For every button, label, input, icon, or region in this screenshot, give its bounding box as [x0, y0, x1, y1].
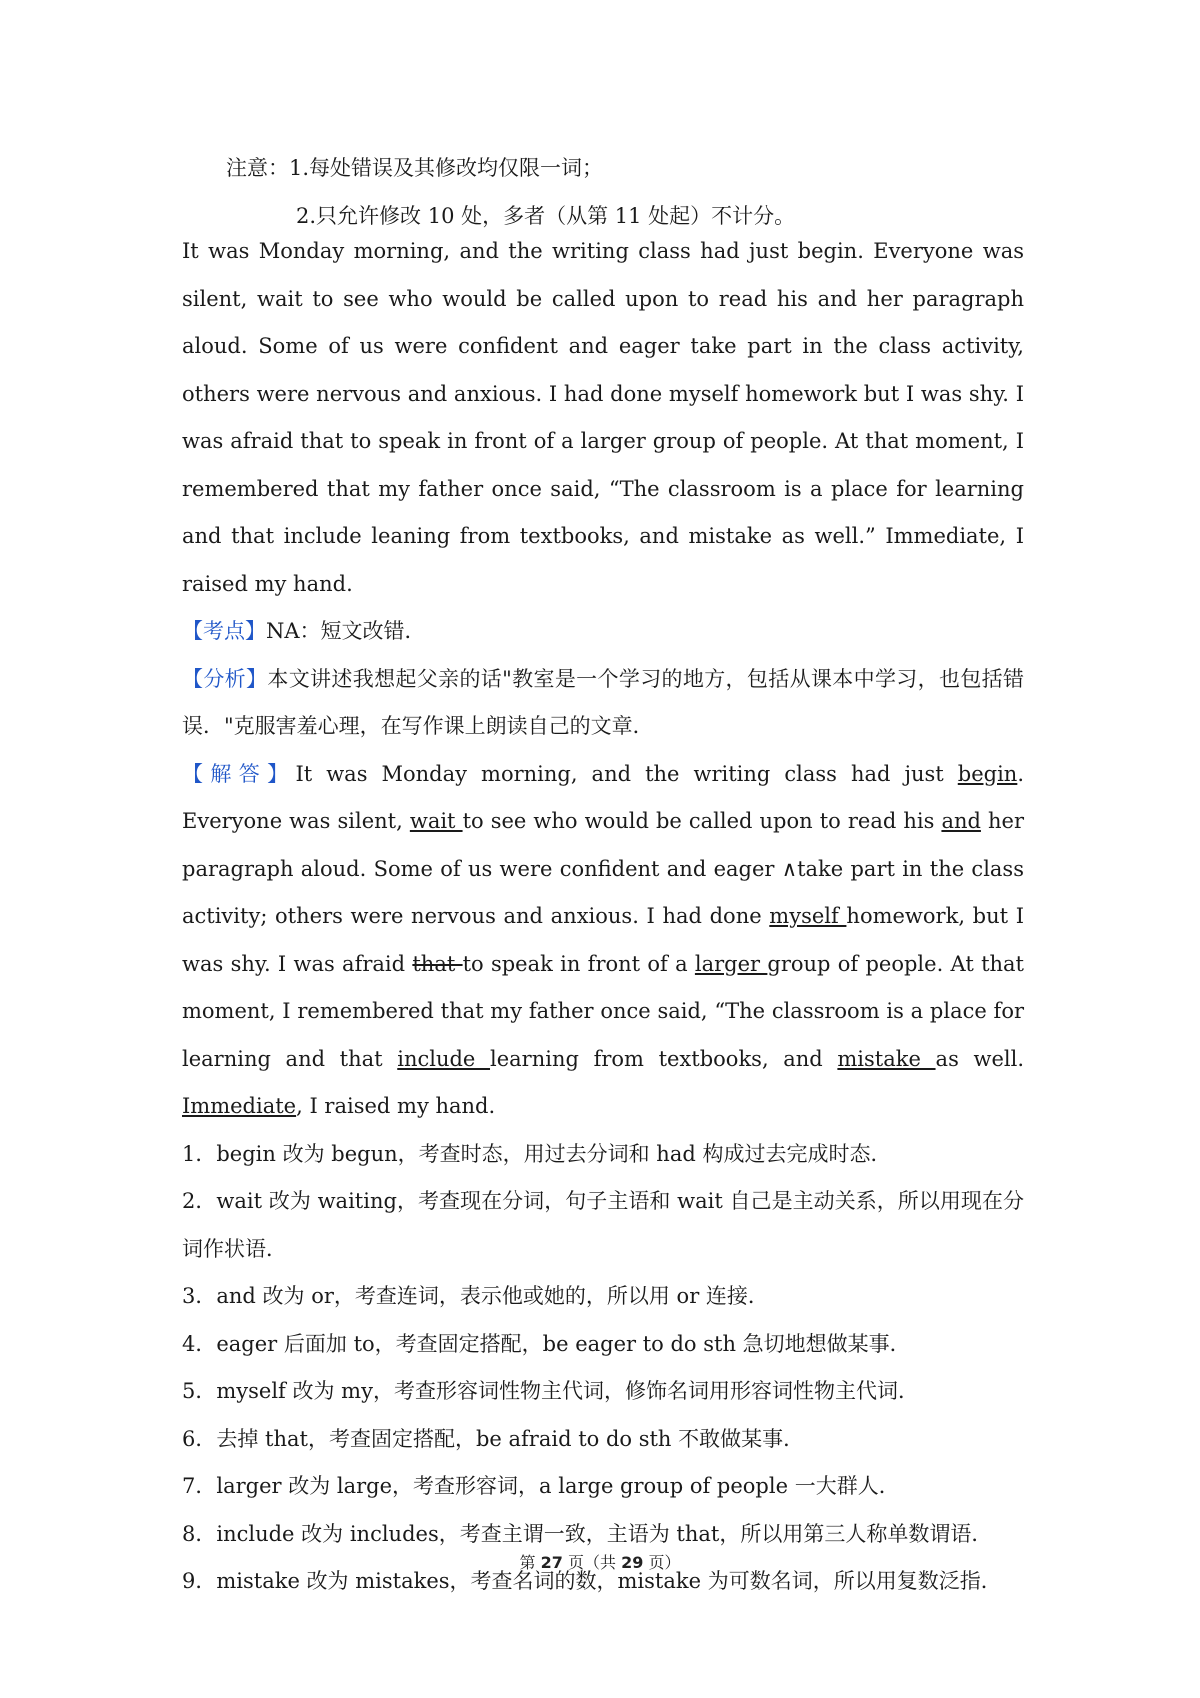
answer-item-7: 7．larger 改为 large，考查形容词，a large group of people 一大群人． — [182, 1474, 900, 1498]
answer-text: learning from textbooks, and — [490, 1046, 838, 1071]
footer-middle: 页（共 — [562, 1553, 622, 1572]
fenxi-paragraph — [182, 656, 1024, 751]
answer-text: homework, but I was shy. I was afraid — [182, 904, 1024, 976]
error-begin: begin — [957, 761, 1018, 786]
error-that: that — [412, 951, 463, 976]
kaodian-text: NA：短文改错． — [266, 619, 426, 643]
answer-text: to speak in front of a — [462, 951, 695, 976]
answer-item-5: 5．myself 改为 my，考查形容词性物主代词，修饰名词用形容词性物主代词． — [182, 1379, 919, 1403]
answer-item-2: 2．wait 改为 waiting，考查现在分词，句子主语和 wait 自己是主动关系，所以用现在分词作状语． — [182, 1189, 1024, 1261]
kaodian-paragraph — [182, 608, 1024, 656]
error-include: include — [397, 1046, 491, 1071]
page-footer — [0, 1550, 1200, 1573]
error-myself: myself — [769, 904, 847, 928]
answer-text: as well. — [935, 1046, 1024, 1071]
fenxi-text: 本文讲述我想起父亲的话"教室是一个学习的地方，包括从课本中学习，也包括错误．"克服害羞心理，在写作课上朗读自己的文章． — [182, 666, 1025, 738]
note-line-1: 注意：1.每处错误及其修改均仅限一词； — [226, 156, 604, 180]
answer-item-3: 3．and 改为 or，考查连词，表示他或她的，所以用 or 连接． — [182, 1284, 769, 1308]
answer-item-8: 8．include 改为 includes，考查主谓一致，主语为 that，所以用第三人称单数谓语． — [182, 1521, 993, 1546]
footer-total-pages: 29 — [621, 1553, 644, 1572]
footer-page-number: 27 — [540, 1553, 563, 1572]
jieda-tag: 【解答】 — [182, 761, 296, 786]
error-and: and — [941, 809, 981, 833]
footer-prefix: 第 — [519, 1553, 541, 1572]
error-larger: larger — [694, 951, 768, 976]
passage-block — [182, 228, 1024, 1606]
answer-text: her paragraph aloud. Some of us were confident and eager ∧take part in the class activity; others were nervous and anxious. I had done — [182, 809, 1024, 928]
answer-item-4: 4．eager 后面加 to，考查固定搭配，be eager to do sth 急切地想做某事． — [182, 1331, 911, 1356]
passage-text: It was Monday morning, and the writing class had just begin. Everyone was silent, wait to see who would be called upon to read his and her paragraph aloud. Some of us were confident and eager take part in the class activity, others were nervous and anxious. I had done myself homework but I was shy. I was afraid that to speak in front of a larger group of people. At that moment, I remembered that my father once said, “The classroom is a place for learning and that include leaning from textbooks, and mistake as well.” Immediate, I raised my hand. — [182, 239, 1024, 596]
answer-item-9: 9．mistake 改为 mistakes，考查名词的数，mistake 为可数名词，所以用复数泛指． — [182, 1569, 1002, 1593]
answer-item-1: 1．begin 改为 begun，考查时态，用过去分词和 had 构成过去完成时态． — [182, 1141, 892, 1166]
error-immediate: Immediate — [182, 1094, 297, 1118]
error-mistake: mistake — [837, 1046, 936, 1071]
answer-item-6: 6．去掉 that，考查固定搭配，be afraid to do sth 不敢做某事． — [182, 1426, 805, 1451]
answer-text: . Everyone was silent, — [182, 761, 1025, 833]
fenxi-tag: 【分析】 — [182, 666, 268, 691]
jieda-paragraph — [182, 751, 1024, 1131]
kaodian-tag: 【考点】 — [182, 619, 266, 643]
answer-text: , I raised my hand. — [296, 1094, 496, 1118]
answer-text: It was Monday morning, and the writing class had just — [295, 761, 958, 786]
answer-text: group of people. At that moment, I remembered that my father once said, “The classroom is a place for learning and that — [182, 951, 1024, 1071]
note-line-2: 2.只允许修改 10 处，多者（从第 11 处起）不计分。 — [296, 204, 796, 228]
answer-text: to see who would be called upon to read his — [462, 809, 942, 833]
footer-suffix: 页） — [643, 1553, 681, 1572]
error-wait: wait — [409, 809, 463, 833]
